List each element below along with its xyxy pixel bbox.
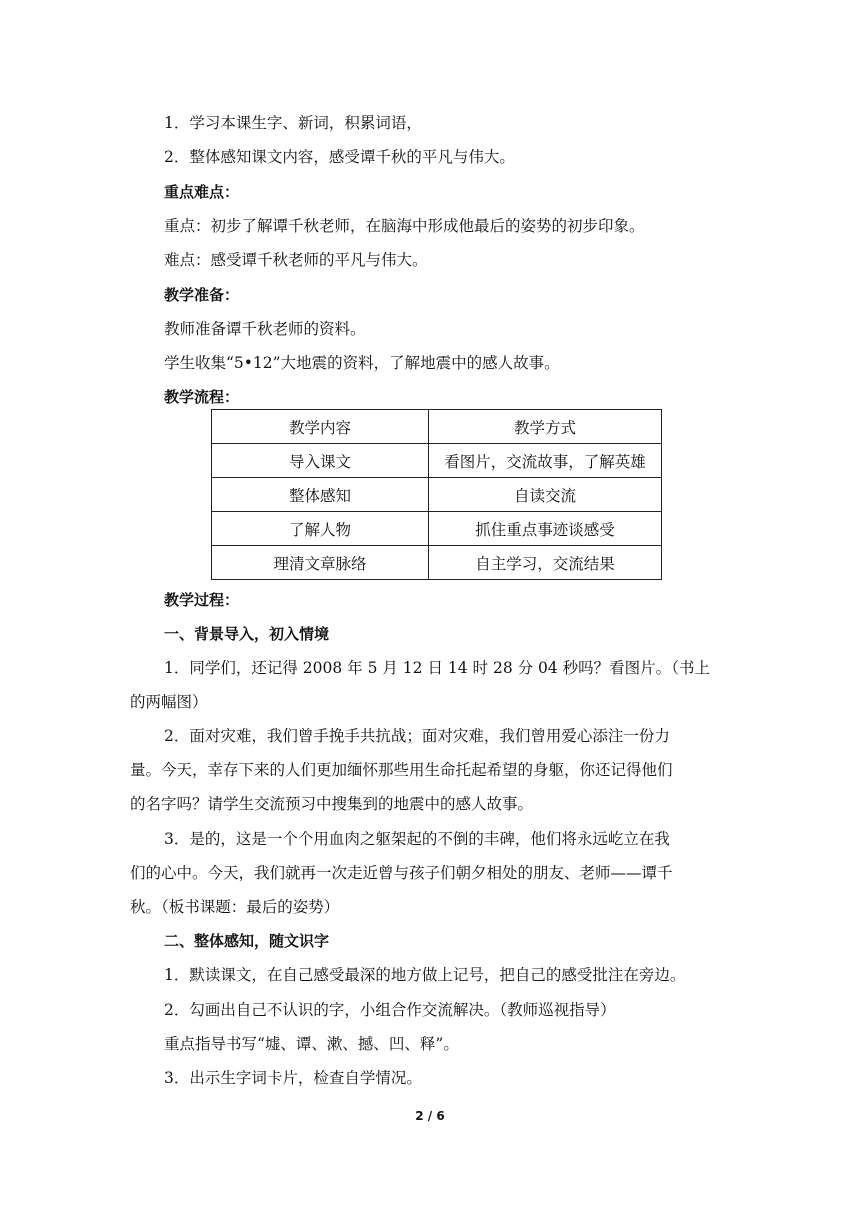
objective-1: 1．学习本课生字、新词，积累词语，	[164, 114, 422, 132]
section1-line: 2．面对灾难，我们曾手挽手共抗战；面对灾难，我们曾用爱心添注一份力	[164, 727, 670, 745]
section1-line: 的名字吗？请学生交流预习中搜集到的地震中的感人故事。	[130, 795, 534, 813]
key-point: 重点：初步了解谭千秋老师，在脑海中形成他最后的姿势的初步印象。	[164, 217, 645, 235]
section1-line: 们的心中。今天，我们就再一次走近曾与孩子们朝夕相处的朋友、老师——谭千	[130, 864, 673, 882]
table-cell: 理清文章脉络	[212, 546, 429, 580]
table-row	[212, 444, 662, 478]
key-points-heading: 重点难点：	[164, 183, 240, 201]
teaching-flow-table	[211, 409, 662, 580]
section1-line: 量。今天，幸存下来的人们更加缅怀那些用生命托起希望的身躯，你还记得他们	[130, 761, 673, 779]
table-header-row	[212, 410, 662, 444]
table-cell: 自主学习，交流结果	[429, 546, 662, 580]
section2-line: 3．出示生字词卡片，检查自学情况。	[164, 1069, 422, 1087]
section2-line: 1．默读课文，在自己感受最深的地方做上记号，把自己的感受批注在旁边。	[164, 966, 686, 984]
table-cell: 抓住重点事迹谈感受	[429, 512, 662, 546]
preparation-heading: 教学准备：	[164, 286, 240, 304]
section1-line: 秋。（板书课题：最后的姿势）	[130, 898, 340, 916]
section1-line: 1．同学们，还记得 2008 年 5 月 12 日 14 时 28 分 04 秒吗？看图片。（书上	[164, 659, 710, 677]
table-row	[212, 478, 662, 512]
objective-2: 2．整体感知课文内容，感受谭千秋的平凡与伟大。	[164, 148, 515, 166]
difficult-point: 难点：感受谭千秋老师的平凡与伟大。	[164, 251, 428, 269]
section2-heading: 二、整体感知，随文识字	[164, 932, 330, 950]
table-cell: 自读交流	[429, 478, 662, 512]
section2-line: 2．勾画出自己不认识的字，小组合作交流解决。（教师巡视指导）	[164, 1001, 616, 1019]
table-row	[212, 546, 662, 580]
section1-line: 3．是的，这是一个个用血肉之躯架起的不倒的丰碑，他们将永远屹立在我	[164, 830, 670, 848]
table-cell: 了解人物	[212, 512, 429, 546]
section2-line: 重点指导书写“墟、谭、漱、撼、凹、释”。	[164, 1035, 459, 1053]
page-number: 2 / 6	[415, 1109, 445, 1123]
process-heading: 教学过程：	[164, 591, 240, 609]
preparation-1: 教师准备谭千秋老师的资料。	[164, 320, 366, 338]
flow-heading: 教学流程：	[164, 388, 240, 406]
table-cell: 整体感知	[212, 478, 429, 512]
section1-line: 的两幅图）	[130, 693, 208, 711]
table-cell: 导入课文	[212, 444, 429, 478]
table-header-cell: 教学方式	[429, 410, 662, 444]
section1-heading: 一、背景导入，初入情境	[164, 625, 330, 643]
preparation-2: 学生收集“5•12”大地震的资料，了解地震中的感人故事。	[164, 354, 560, 372]
table-header-cell: 教学内容	[212, 410, 429, 444]
table-row	[212, 512, 662, 546]
table-cell: 看图片，交流故事，了解英雄	[429, 444, 662, 478]
